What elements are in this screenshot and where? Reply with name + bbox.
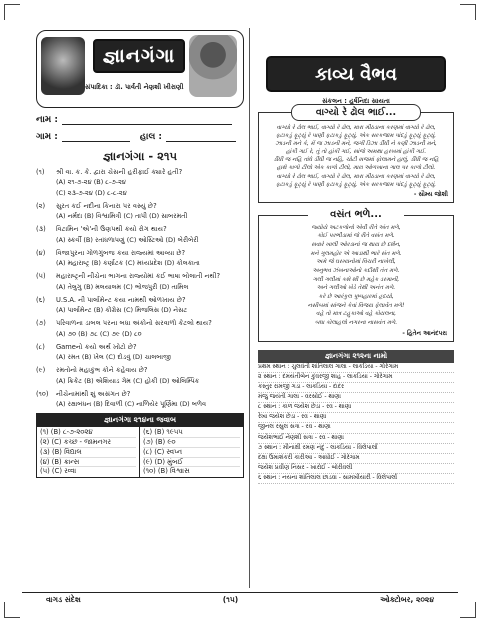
question-number: (૨) bbox=[36, 201, 46, 210]
poem-line: વાગ્યો રે ઢોલ ભાઈ, વાગ્યો રે ઢોલ, મારા મીઠડાના કરણમાં વાગ્યો રે ઢોલ, bbox=[276, 173, 436, 180]
poem-line: વહે તો માત્ર ટહુકાઓ વહે કોયલના, bbox=[315, 311, 397, 318]
question-row bbox=[36, 390, 244, 398]
winner-row: જયેશ પ્રવીણ નિસર - ખારોઈ - બોરીવલી bbox=[258, 464, 454, 474]
poem-line: કોઈ પરભીડામાં જે રીતે વસંત મળે. bbox=[317, 233, 395, 240]
brain-illustration bbox=[41, 37, 85, 95]
winner-row: ૮ સ્થાન : કાળ જયેશ છેડા - રવ - થાણા bbox=[258, 403, 454, 413]
question-number: (૧) bbox=[36, 168, 45, 176]
question-text: શ્રી વા. ક. કે. દ્વારા ચેસની હરીફાઈ ક્યારે હતી? bbox=[56, 168, 183, 176]
question-row bbox=[36, 168, 244, 176]
answer-item: (૫) (C) રવ્વા bbox=[40, 467, 77, 476]
question-options: (A) પાર્લામેન્ટ (B) કોંગ્રેસ (C) મિજલિસ (D) નેસટ bbox=[56, 306, 188, 314]
footer-publication: વાગડ સંદેશ bbox=[46, 594, 81, 604]
poem-line: અમે જે ઘરમ્યનોમાં વિચરી નાખેલી, bbox=[316, 259, 396, 266]
answer-item: (૭) (B) ૯૦ bbox=[143, 438, 240, 448]
column-divider bbox=[249, 28, 250, 588]
answer-item: (૩) (B) વિદ્યાલ bbox=[40, 448, 136, 458]
page-footer bbox=[22, 592, 458, 606]
question-options: (A) ૭૦ (B) ૭૮ (C) ૭૯ (D) ૮૦ bbox=[56, 329, 142, 338]
question-number: (૪) bbox=[36, 248, 46, 257]
winner-row: મંજુ જયંતી ગાલા - વરસોઈ - થાણા bbox=[258, 393, 454, 403]
question-text: વિજાપુરના ગોળગુંબજ કયા રાજ્યમાં આવ્યા છે? bbox=[56, 248, 186, 257]
question-row bbox=[36, 272, 244, 280]
poem-line: કરે છે આરંકુલ પુષ્પહારમાં હૃદયો, bbox=[318, 294, 394, 300]
question-options: (A) ૨૧-૭-૨૪ (B) ૮-૭-૨૪ bbox=[56, 178, 126, 187]
crop-mark-top-right bbox=[460, 4, 476, 20]
poem-line: મને ગુલમહોર એ આડાથી ભારે સંત મળે. bbox=[310, 250, 402, 257]
poem-line: ડીંધી જ નહિ તાંધે ડીંધી જ નહિ, ચોટી સજમાં ફોલામને હાલું, ડીંધી જ નહિ bbox=[273, 157, 439, 164]
quiz-banner bbox=[36, 30, 244, 108]
winners-list bbox=[258, 363, 454, 485]
question-options: (A) રક્ષાબંધન (B) દિવાળી (C) નાળિયેર પૂર્ણિમા (D) બળેવ bbox=[56, 400, 207, 408]
answers-right-column bbox=[140, 427, 243, 477]
address-label: હાલ : bbox=[139, 132, 163, 142]
question-text: મહારાષ્ટ્રની નીચેના ભાગના રાજ્યોમાં કઈ ભાષા બોલાતી નથી? bbox=[56, 272, 221, 281]
crop-mark-bottom-right bbox=[460, 602, 476, 618]
question-text: વિટામિન 'એ'ની ઉણપથી કયો રોગ થાય? bbox=[56, 225, 167, 234]
question-text: રમતોનો મહાકુંભ કોને કહેવાય છે? bbox=[56, 366, 148, 375]
name-field bbox=[36, 115, 244, 125]
winner-row: કસ્તુર રામજી ગડા - લાકડિયા - દાદર bbox=[258, 383, 454, 393]
poem-line: વાગ્યો રે ઢોલ ભાઈ, વાગ્યો રે ઢોલ, મારા મીઠડાના કરણમાં વાગ્યો રે ઢોલ, bbox=[276, 125, 436, 131]
poem-line: જ્યોયે અટકળોનો એવી રીતે અંત મળે, bbox=[311, 224, 401, 231]
poem-two-author: - હિતેન આનંદપરા bbox=[402, 329, 447, 337]
address-line bbox=[166, 141, 236, 142]
question-number: (૭) bbox=[36, 319, 46, 328]
poem-line: ઝાડની મને કે, મેં જ ઝાડની મને, જગી ડિઝા ડીંધી ને કણી ઝાડની મને, bbox=[275, 141, 437, 148]
question-row bbox=[36, 249, 244, 257]
name-line bbox=[62, 124, 232, 125]
winner-row: ૨ સ્થાન : દમયંતીબેન કુંવરજી શાહ - લાકડિયા - ગોરેગામ bbox=[258, 373, 454, 383]
question-number: (૮) bbox=[36, 342, 45, 351]
question-options: (C) ૨૩-૭-૨૪ (D) ૮-૮-૨૪ bbox=[56, 188, 127, 197]
crop-mark-top-left bbox=[4, 4, 20, 20]
quiz-title: જ્ઞાનગંગા bbox=[93, 39, 185, 73]
winner-row: પ્રથમ સ્થાન : ચુલવંતી શાંતિલાલ ગાલા - લાકડિયા - ગોરેગામ bbox=[258, 363, 454, 373]
answer-item: (૧) (B) ૮-૭-૨૦૨૪ bbox=[40, 428, 136, 438]
answer-item: (૪) (B) ક્રાન્સ bbox=[40, 458, 136, 468]
winner-row: રેખા જયેશ છેડા - રવ - થાણા bbox=[258, 413, 454, 423]
quiz-section-title: જ્ઞાનગંગા - ૨૧૫ bbox=[102, 149, 178, 163]
question-options: (A) ક્રિકેટ (B) એશિયાડ ગેમ (C) હોકી (D) ઓલિમ્પિક bbox=[56, 376, 200, 385]
poem-line: ગલી ગલીમાં કશે શી છે મહેક ડરમાની, bbox=[312, 276, 400, 283]
poem-one-box bbox=[258, 107, 454, 203]
question-text: સુરત કઈ નદીના કિનારા પર વસ્યું છે? bbox=[56, 201, 157, 210]
question-row bbox=[36, 319, 244, 327]
poem-two-lines bbox=[265, 224, 447, 328]
winner-row: દક્ષા ઉમાશંકરી કારીઆ - આધોઈ - ગોરેગામ bbox=[258, 454, 454, 464]
answer-item: (૧૦) (B) વિશ્વાસ bbox=[143, 467, 190, 476]
winner-row: જીનલ રસુલ સત્રા - રવ - થાણા bbox=[258, 423, 454, 433]
question-row bbox=[36, 225, 244, 233]
footer-date: ઓક્ટોબર, ૨૦૨૪ bbox=[380, 594, 434, 604]
question-row bbox=[36, 202, 244, 210]
quiz-column bbox=[36, 30, 244, 478]
question-row bbox=[36, 343, 244, 351]
question-options: (A) સ્કર્વી (B) રતાંધળાપણું (C) ઓસ્ટિઓ (D) બેરીબેરી bbox=[56, 235, 199, 244]
poetry-title: કાવ્ય વૈભવ bbox=[266, 56, 446, 92]
question-row bbox=[36, 366, 244, 374]
question-text: U.S.A. ની પાર્લામેન્ટ કયા નામથી ઓળખાય છે? bbox=[56, 295, 186, 304]
poem-line: બધા કોલાહલો નગરના નાસવંત મળે. bbox=[314, 319, 398, 326]
winner-row: ૬ સ્થાન : નયના શાંતિલાલ છાડવા - સામખીયારી - વિલેપાર્લા bbox=[258, 474, 454, 484]
poem-line: નસીબમાં સાંજને કેવાં વિજય ફેલાવેંત મળે! bbox=[307, 302, 405, 309]
question-number: (૫) bbox=[36, 272, 46, 281]
poem-line: અનુભવ ઝંખનાઓનો કદીથી તંત મળે. bbox=[312, 268, 400, 275]
poem-line: અને ગલીઓ ખેડે તેથી અનંત મળે. bbox=[316, 285, 396, 292]
poem-two-box bbox=[258, 208, 454, 342]
poem-line: ફટાકડું ફૂટ્યું રે પાણી ફટાકડું ફૂટ્યું, એક સરકજામ પાંદડું ફૂટ્યું ફૂટ્યું. bbox=[275, 181, 437, 188]
question-number: (૬) bbox=[36, 295, 45, 304]
crop-mark-bottom-left bbox=[4, 602, 20, 618]
poem-one-lines bbox=[264, 124, 448, 189]
village-line bbox=[62, 141, 130, 142]
question-number: (૯) bbox=[36, 366, 46, 375]
question-row bbox=[36, 296, 244, 304]
question-list bbox=[36, 168, 244, 408]
poem-line: હાથે કાળો ટીલો એક કાળો ટીલો, મારા ઓળખાના ગાલ પર કાળો ટીલો. bbox=[276, 165, 436, 172]
winner-row: જયેશભાઈ નેણશી સત્રા - રવ - થાણા bbox=[258, 434, 454, 444]
answer-item: (૬) (B) ૧૯૫૫ bbox=[143, 428, 240, 438]
poem-two-title: વસંત ભળે... bbox=[308, 209, 404, 220]
answers-table bbox=[36, 427, 244, 478]
footer-page-number: (૧૫) bbox=[222, 594, 239, 604]
question-options: (A) તેલુગુ (B) મલયાલમ (C) ભોજપુરી (D) તામિલ bbox=[56, 282, 189, 291]
editor-photo bbox=[189, 35, 237, 97]
question-number: (૩) bbox=[36, 225, 46, 234]
answers-title: જ્ઞાનગંગા ૨૧૪ના જવાબ bbox=[36, 413, 244, 427]
poem-line: સવારે ખાલી ઓરડાનાં જ થાય છે દર્શન, bbox=[311, 242, 401, 249]
question-options: (A) નર્મદા (B) વિશ્વામિત્રી (C) તાપી (D) સાબરમતી bbox=[56, 212, 188, 220]
village-label: ગામ : bbox=[36, 132, 58, 142]
poetry-column bbox=[258, 56, 454, 484]
poem-line: હાંકી ગઈ રે, તું તો હાંકી ગઈ, સાંજે અમથા હરખમાં હાંકી ગઈ. bbox=[285, 149, 427, 156]
village-field bbox=[36, 132, 244, 142]
poem-one-title: વાગ્યો રે ઢોલ ભાઈ... bbox=[291, 104, 421, 121]
answer-item: (૯) (D) મુંબઈ bbox=[143, 458, 240, 468]
poem-line: ફટાકડું ફૂટ્યું રે પાણી ફટાકડું ફૂટ્યું, એક સરકજામ પાંદડું ફૂટ્યું ફૂટ્યું. bbox=[275, 133, 437, 140]
question-text: નીચેનામાંથી શું અસંગત છે? bbox=[56, 389, 131, 398]
answer-item: (૨) (C) કચ્છ - જામનગર bbox=[40, 438, 136, 448]
poetry-compiler: સંકલન : હર્ષનિદા સાયતા bbox=[322, 97, 390, 105]
question-options: (A) રમત (B) ખેલ (C) દોડવું (D) ચાલબાજી bbox=[56, 353, 171, 361]
poem-one-author: - સૌમ્ય જોશી bbox=[413, 190, 448, 198]
answer-item: (૮) (C) સ્વપ્ન bbox=[143, 448, 240, 458]
question-number: (૧૦) bbox=[36, 389, 49, 398]
winners-title: જ્ઞાનગંગા ૨૧૨ના નામો bbox=[258, 350, 454, 363]
question-text: Gameનો કયો અર્થ ખોટો છે? bbox=[56, 342, 137, 351]
name-label: નામ : bbox=[36, 115, 58, 125]
question-text: પરિવાળના ડાબલ પરના બધા અંકોનો સરવાળો કેટલો થાય? bbox=[56, 319, 212, 328]
editor-credit: સંપાદિકા : ડૉ. પાર્વતી નેણશી ખીરાણી bbox=[85, 83, 184, 91]
winner-row: ૭ સ્થાન : મીનાક્ષી રમણ નંદુ - લાકડિયા - વિલેપાર્લા bbox=[258, 444, 454, 454]
answers-left-column bbox=[37, 427, 140, 477]
question-options: (A) મહારાષ્ટ્ર (B) કર્ણાટક (C) મધ્યપ્રદેશ (D) કોલકાતા bbox=[56, 259, 200, 267]
